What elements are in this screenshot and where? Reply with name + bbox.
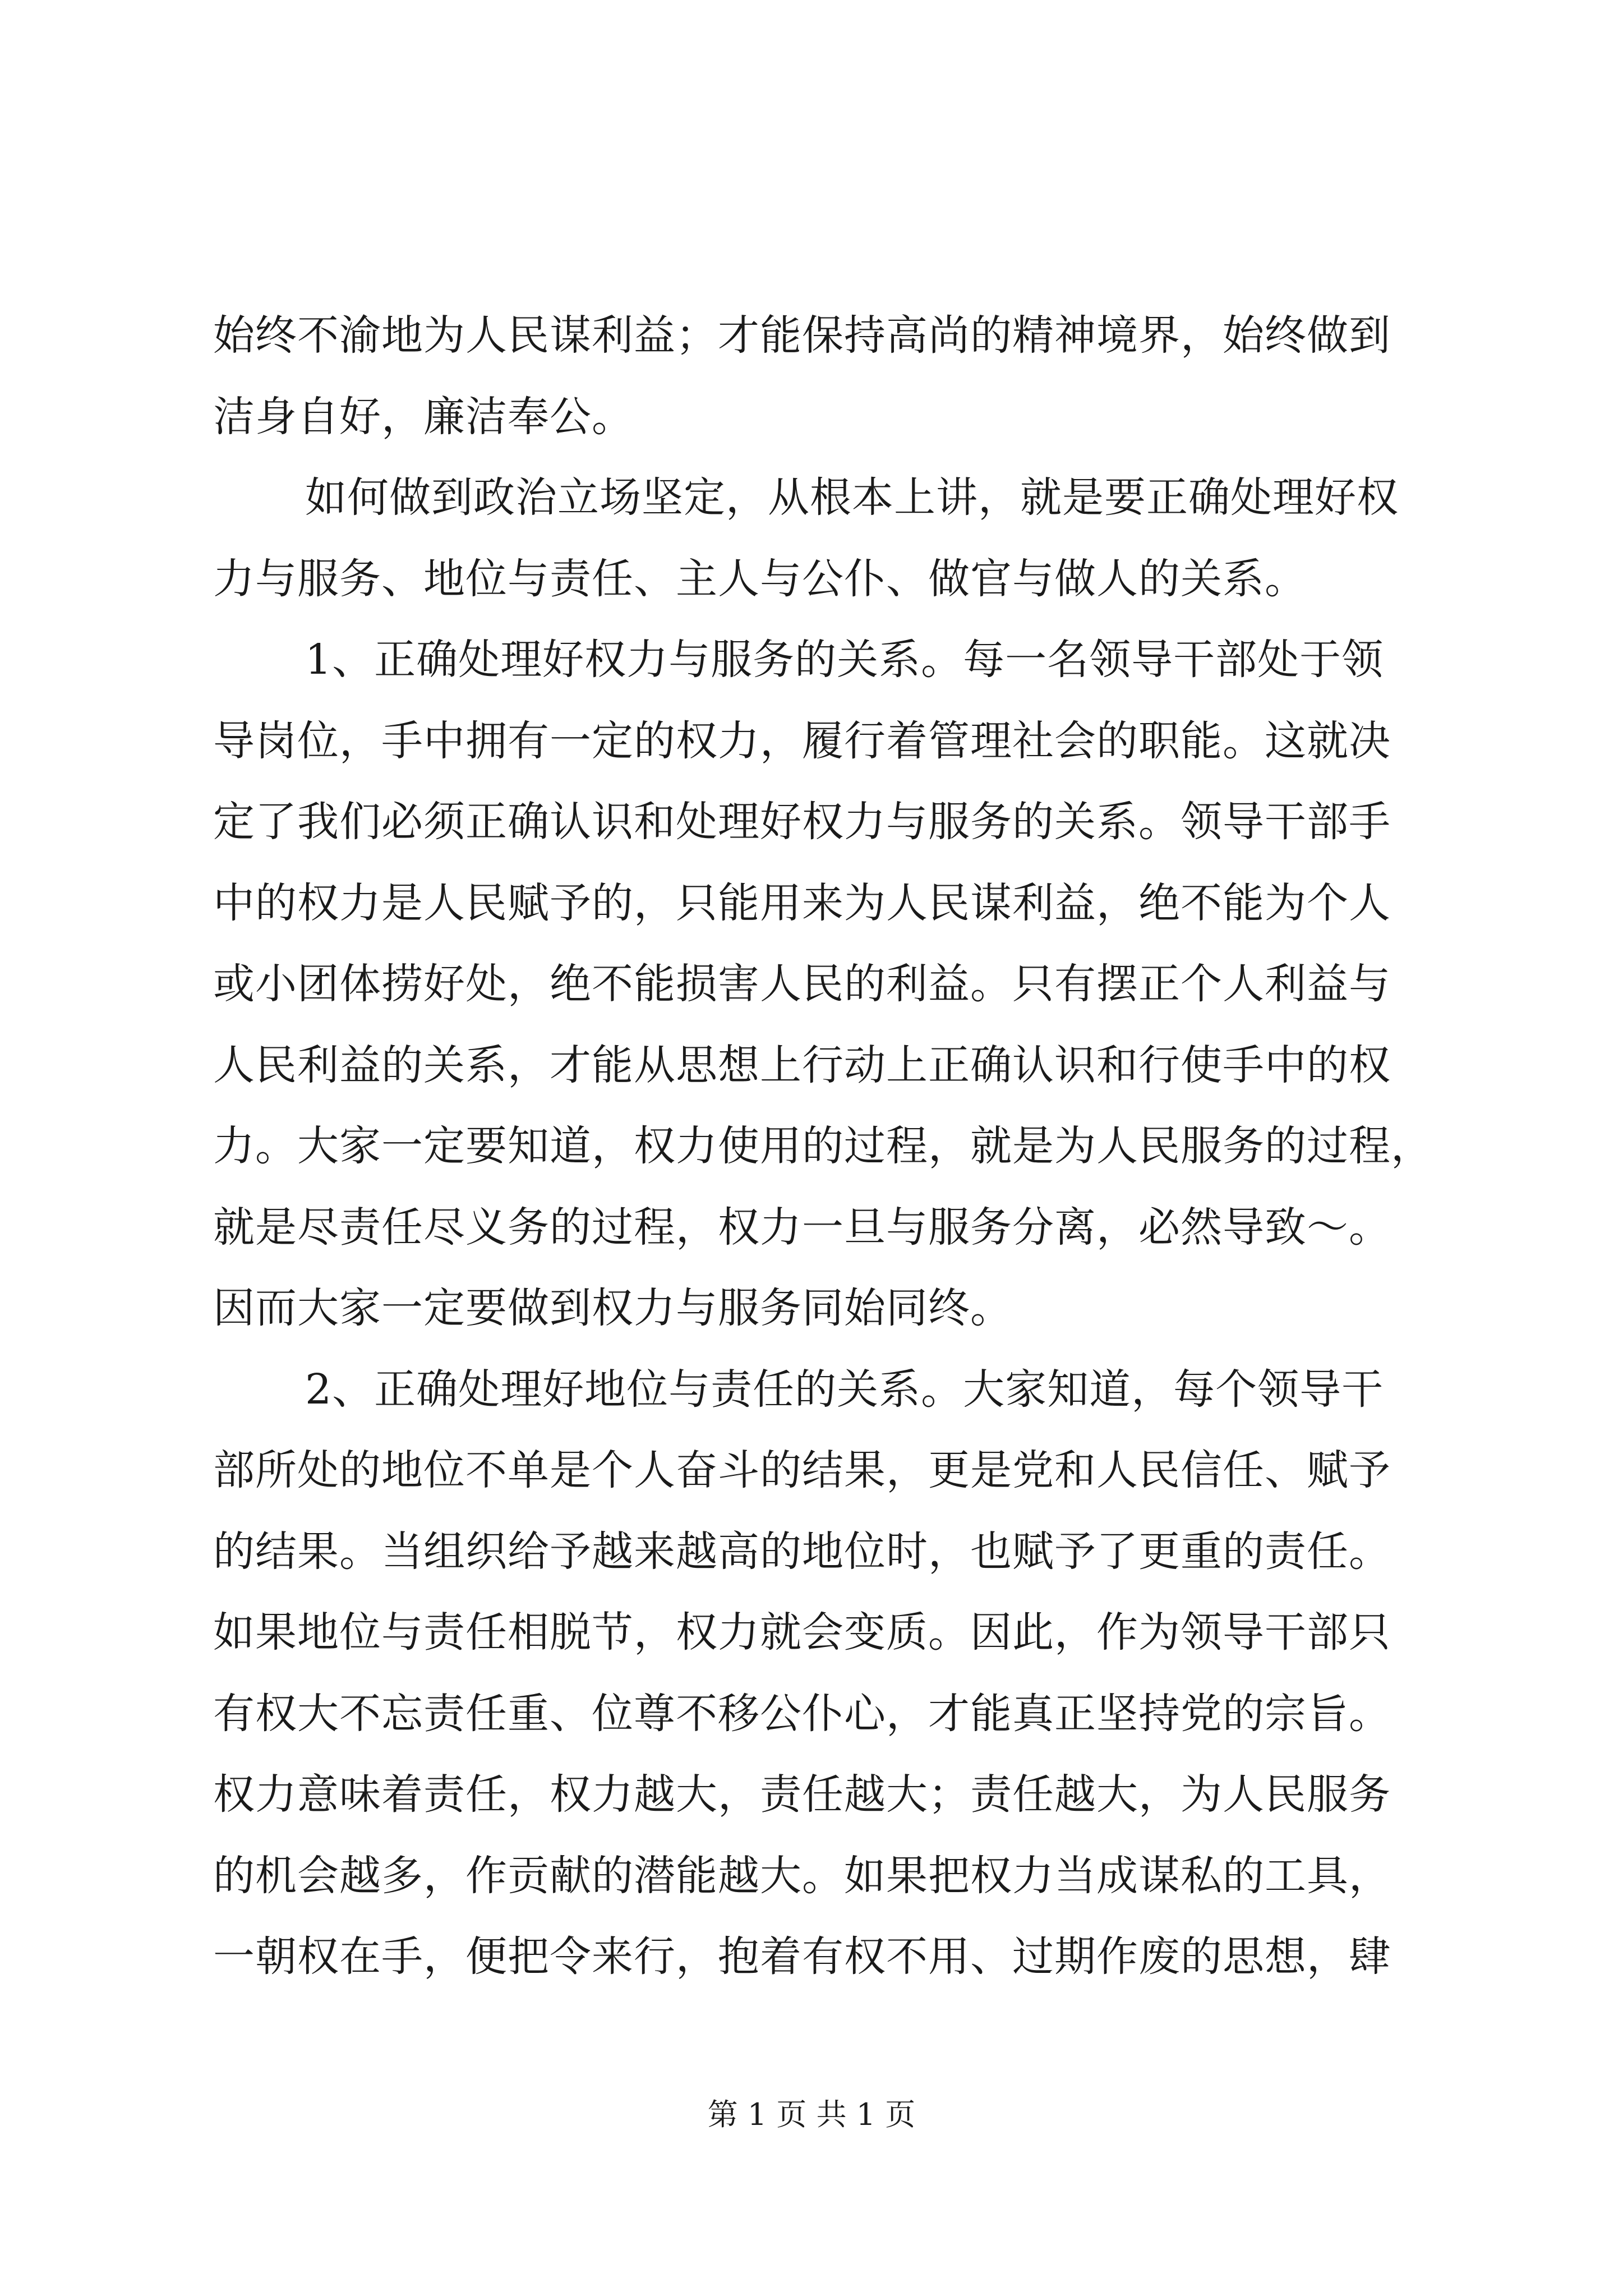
document-body — [213, 295, 1433, 1998]
text-line: 部所处的地位不单是个人奋斗的结果，更是党和人民信任、赋予 — [213, 1446, 1391, 1494]
page-number-footer: 第 1 页 共 1 页 — [707, 2097, 916, 2132]
text-line: 定了我们必须正确认识和处理好权力与服务的关系。领导干部手 — [213, 798, 1391, 846]
text-line: 或小团体捞好处，绝不能损害人民的利益。只有摆正个人利益与 — [213, 960, 1391, 1008]
text-line: 权力意味着责任，权力越大，责任越大；责任越大，为人民服务 — [213, 1770, 1391, 1819]
text-line: 有权大不忘责任重、位尊不移公仆心，才能真正坚持党的宗旨。 — [213, 1689, 1391, 1738]
text-line: 如何做到政治立场坚定，从根本上讲，就是要正确处理好权 — [305, 473, 1399, 522]
text-line: 始终不渝地为人民谋利益；才能保持高尚的精神境界，始终做到 — [213, 311, 1391, 360]
text-line: 的结果。当组织给予越来越高的地位时，也赋予了更重的责任。 — [213, 1527, 1391, 1576]
text-line: 洁身自好，廉洁奉公。 — [213, 392, 634, 441]
text-line: 中的权力是人民赋予的，只能用来为人民谋利益，绝不能为个人 — [213, 878, 1391, 927]
text-line: 的机会越多，作贡献的潜能越大。如果把权力当成谋私的工具， — [213, 1851, 1391, 1900]
text-line: 如果地位与责任相脱节，权力就会变质。因此，作为领导干部只 — [213, 1608, 1391, 1657]
text-line: 一朝权在手，便把令来行，抱着有权不用、过期作废的思想，肆 — [213, 1932, 1391, 1981]
text-line: 2、正确处理好地位与责任的关系。大家知道，每个领导干 — [305, 1365, 1384, 1414]
text-line: 因而大家一定要做到权力与服务同始同终。 — [213, 1284, 1012, 1332]
text-line: 力。大家一定要知道，权力使用的过程，就是为人民服务的过程， — [213, 1122, 1433, 1170]
text-line: 力与服务、地位与责任、主人与公仆、做官与做人的关系。 — [213, 554, 1307, 603]
text-line: 就是尽责任尽义务的过程，权力一旦与服务分离，必然导致～。 — [213, 1203, 1391, 1251]
text-line: 导岗位，手中拥有一定的权力，履行着管理社会的职能。这就决 — [213, 716, 1391, 765]
text-line: 人民利益的关系，才能从思想上行动上正确认识和行使手中的权 — [213, 1041, 1391, 1089]
text-line: 1、正确处理好权力与服务的关系。每一名领导干部处于领 — [305, 636, 1384, 684]
